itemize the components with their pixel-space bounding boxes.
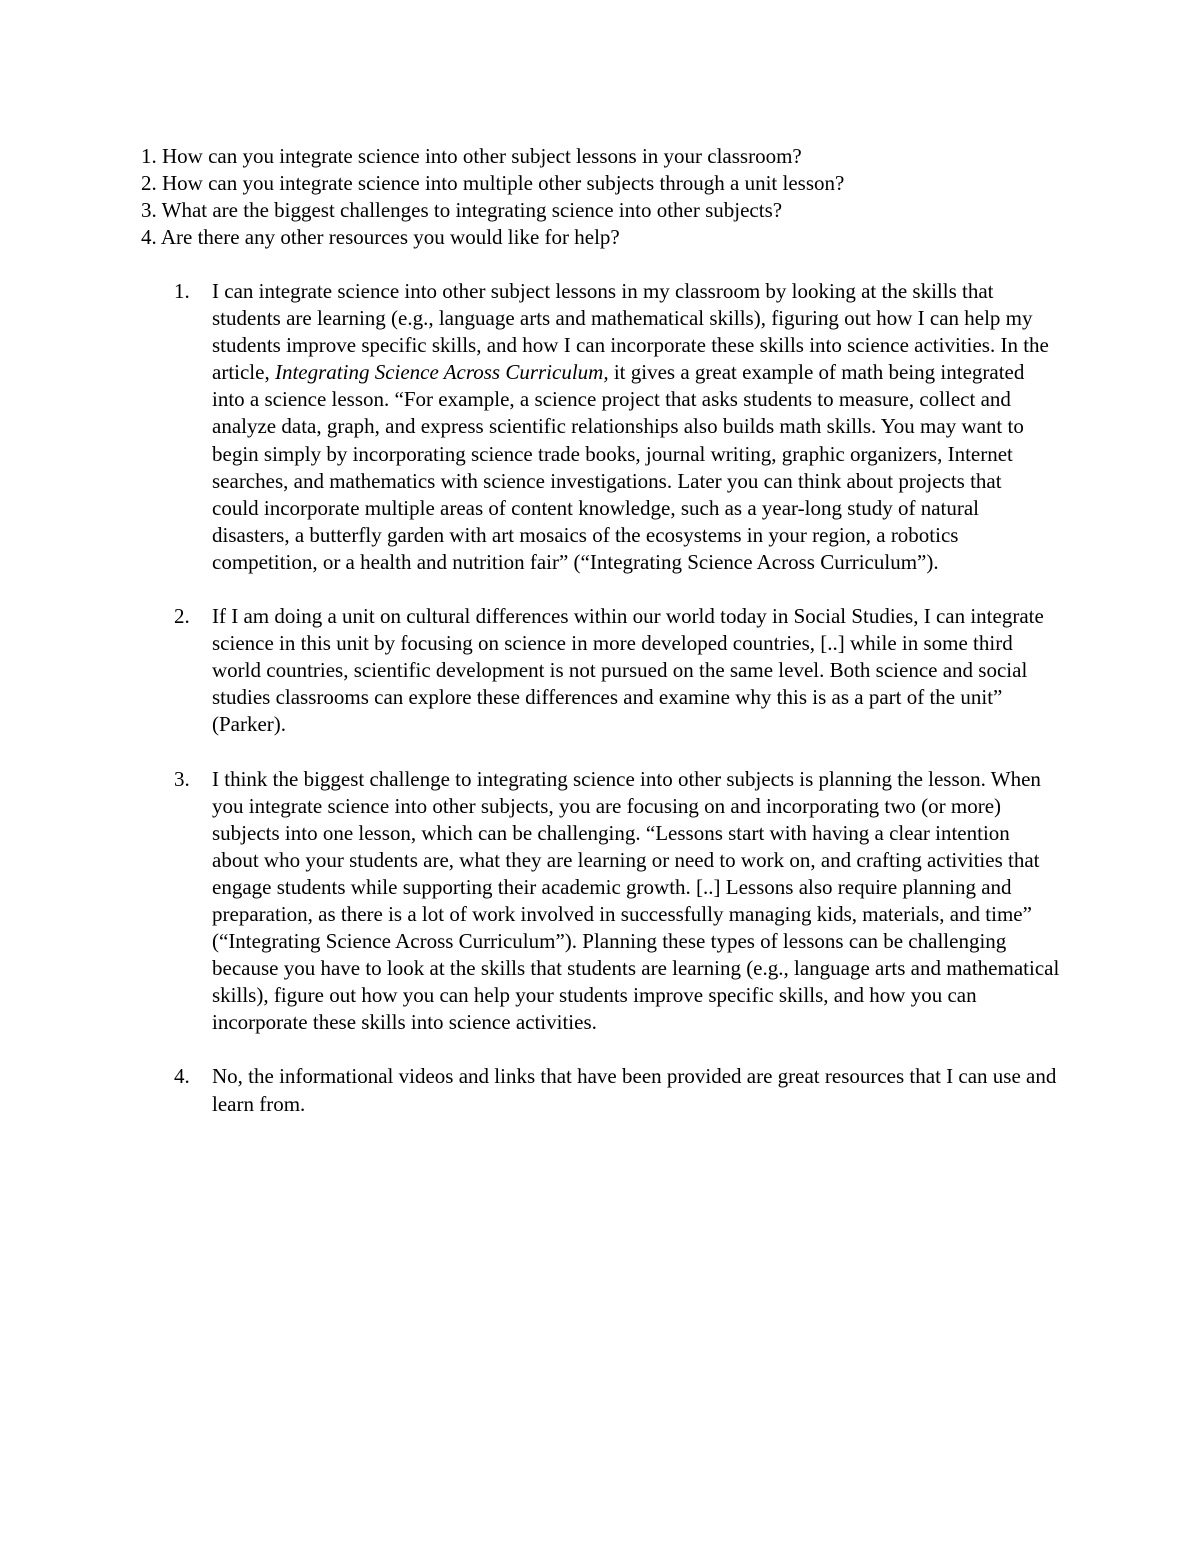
answer-number: 4. (174, 1064, 190, 1089)
answer-text: No, the informational videos and links that have been provided are great resources that I can use and learn from. (212, 1064, 1057, 1116)
answer-item (174, 278, 1074, 576)
question-number: 2. (141, 171, 157, 195)
question-item (141, 143, 1101, 170)
answer-text-part: I can integrate science into other subject lessons in my classroom by looking at the skills that students are learning (e.g., language arts and mathematical skills), figuring out how I can help my students improve specific skills, and how I can incorporate these skills into science activities. In the article, (212, 279, 1049, 385)
question-item (141, 170, 1101, 197)
answer-item (174, 766, 1074, 1037)
question-text: How can you integrate science into multiple other subjects through a unit lesson? (162, 171, 845, 195)
question-text: How can you integrate science into other subject lessons in your classroom? (162, 144, 802, 168)
question-text: What are the biggest challenges to integrating science into other subjects? (161, 198, 783, 222)
question-item (141, 197, 1101, 224)
article-title: Integrating Science Across Curriculum, (274, 360, 609, 385)
answer-item (174, 603, 1074, 738)
answer-number: 2. (174, 604, 190, 629)
answer-item (174, 1063, 1074, 1117)
question-number: 1. (141, 144, 157, 168)
answer-text: I think the biggest challenge to integrating science into other subjects is planning the lesson. When you integrate science into other subjects, you are focusing on and incorporating two (or more) subjects into one lesson, which can be challenging. “Lessons start with having a clear intention about who your students are, what they are learning or need to work on, and crafting activities that engage students while supporting their academic growth. [..] Lessons also require planning and preparation, as there is a lot of work involved in successfully managing kids, materials, and time” (“Integrating Science Across Curriculum”). Planning these types of lessons can be challenging because you have to look at the skills that students are learning (e.g., language arts and mathematical skills), figure out how you can help your students improve specific skills, and how you can incorporate these skills into science activities. (212, 766, 1060, 1035)
question-item (141, 224, 1101, 251)
answer-text: If I am doing a unit on cultural differences within our world today in Social Studies, I can integrate science in this unit by focusing on science in more developed countries, [..] while in some third world countries, scientific development is not pursued on the same level. Both science and social studies classrooms can explore these differences and examine why this is as a part of the unit” (Parker). (212, 604, 1044, 737)
answer-text (212, 278, 1052, 576)
answer-number: 1. (174, 279, 190, 303)
question-number: 4. (141, 225, 157, 249)
answer-text-part: it gives a great example of math being integrated into a science lesson. “For example, a science project that asks students to measure, collect and analyze data, graph, and express scientific relationships also builds math skills. You may want to begin simply by incorporating science trade books, journal writing, graphic organizers, Internet searches, and mathematics with science investigations. Later you can think about projects that could incorporate multiple areas of content knowledge, such as a year-long study of natural disasters, a butterfly garden with art mosaics of the ecosystems in your region, a robotics competition, or a health and nutrition fair” (“Integrating Science Across Curriculum”). (212, 360, 1025, 574)
question-text: Are there any other resources you would like for help? (160, 225, 620, 249)
question-number: 3. (141, 198, 157, 222)
answer-list (174, 278, 1074, 1145)
question-list (141, 143, 1101, 251)
answer-number: 3. (174, 766, 190, 791)
